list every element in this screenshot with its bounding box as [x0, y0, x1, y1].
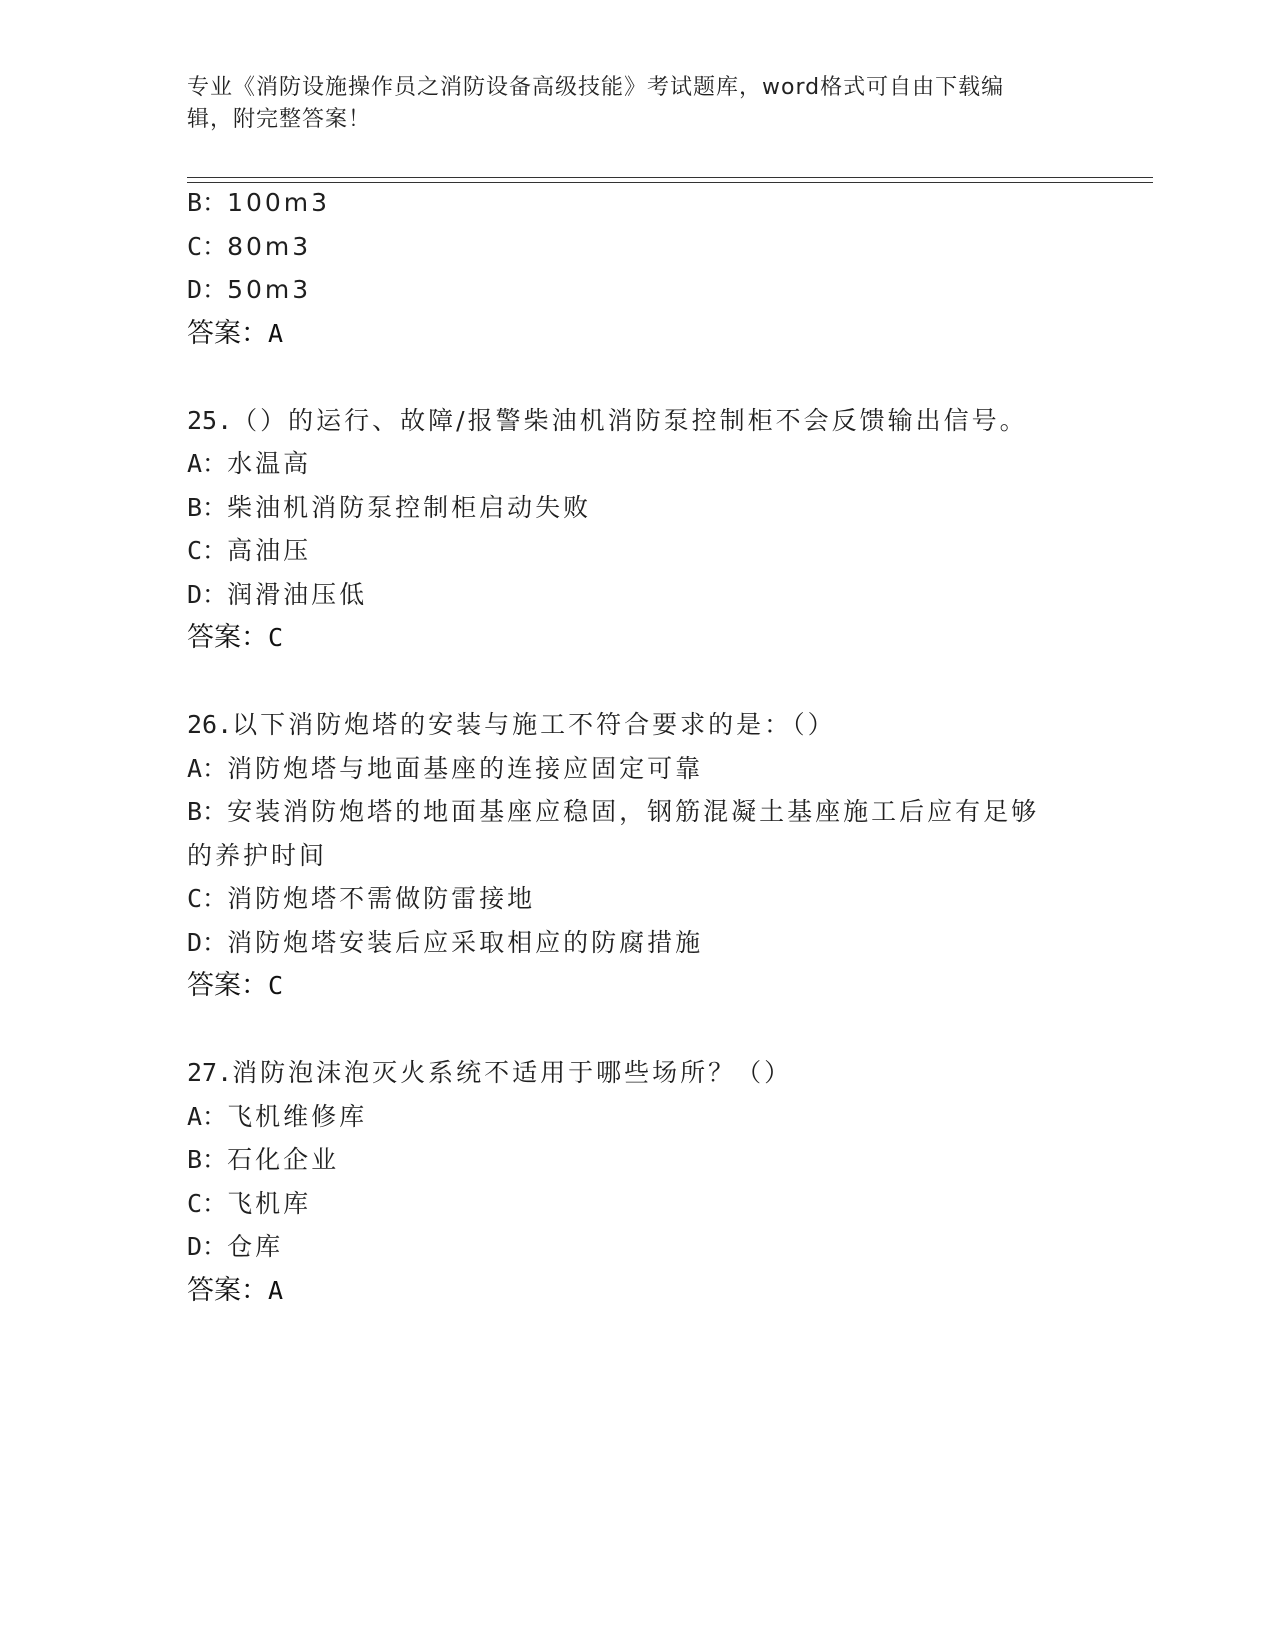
option-b	[187, 186, 330, 220]
answer-value: C	[268, 623, 284, 652]
option-key: C：	[187, 1189, 228, 1218]
option-key: D：	[187, 275, 228, 304]
question-27-stem	[187, 1056, 792, 1090]
option-text: 石化企业	[227, 1145, 340, 1174]
option-a	[187, 1100, 367, 1134]
question-text: 以下消防炮塔的安装与施工不符合要求的是：（）	[232, 710, 836, 739]
option-d	[187, 1230, 283, 1264]
answer-value: C	[268, 971, 284, 1000]
answer-label: 答案：	[187, 970, 268, 1001]
option-a	[187, 752, 703, 786]
option-text: 50m3	[227, 275, 312, 304]
answer-line	[187, 969, 283, 1003]
option-text: 柴油机消防泵控制柜启动失败	[227, 493, 592, 522]
option-b	[187, 1143, 339, 1177]
option-key: A：	[187, 1102, 228, 1131]
option-text: 润滑油压低	[227, 580, 368, 609]
answer-line	[187, 1274, 283, 1308]
answer-label: 答案：	[187, 318, 268, 349]
option-text: 飞机维修库	[227, 1102, 368, 1131]
header-line-2: 辑，附完整答案！	[187, 107, 372, 132]
option-key: B：	[187, 797, 228, 826]
option-text: 80m3	[227, 232, 312, 261]
question-number: 25.	[187, 406, 233, 435]
answer-label: 答案：	[187, 622, 268, 653]
option-c	[187, 230, 311, 264]
header-line-1: 专业《消防设施操作员之消防设备高级技能》考试题库，word格式可自由下载编	[187, 75, 1005, 100]
answer-value: A	[268, 1276, 284, 1305]
answer-line	[187, 621, 283, 655]
option-text: 飞机库	[227, 1189, 312, 1218]
option-b-continuation: 的养护时间	[187, 841, 328, 870]
option-key: A：	[187, 449, 228, 478]
question-text: 消防泡沫泡灭火系统不适用于哪些场所？（）	[232, 1058, 793, 1087]
option-text: 消防炮塔不需做防雷接地	[227, 884, 536, 913]
option-a	[187, 447, 311, 481]
option-key: A：	[187, 754, 228, 783]
option-text: 仓库	[227, 1232, 284, 1261]
option-c	[187, 1187, 311, 1221]
header-divider-bottom	[187, 182, 1153, 183]
header-divider-top	[187, 177, 1153, 178]
question-number: 27.	[187, 1058, 233, 1087]
answer-line	[187, 317, 283, 351]
document-header	[187, 72, 1067, 136]
option-key: D：	[187, 1232, 228, 1261]
option-d	[187, 926, 703, 960]
option-b	[187, 491, 591, 525]
option-text: 高油压	[227, 536, 312, 565]
option-d	[187, 578, 367, 612]
option-key: C：	[187, 884, 228, 913]
option-b	[187, 795, 1039, 829]
option-text: 消防炮塔与地面基座的连接应固定可靠	[227, 754, 704, 783]
option-d	[187, 273, 311, 307]
option-key: C：	[187, 232, 228, 261]
question-number: 26.	[187, 710, 233, 739]
answer-value: A	[268, 319, 284, 348]
option-key: D：	[187, 928, 228, 957]
option-c	[187, 534, 311, 568]
question-25-stem	[187, 404, 1028, 438]
option-text: 安装消防炮塔的地面基座应稳固，钢筋混凝土基座施工后应有足够	[227, 797, 1040, 826]
option-key: B：	[187, 493, 228, 522]
option-key: B：	[187, 1145, 228, 1174]
option-key: C：	[187, 536, 228, 565]
answer-label: 答案：	[187, 1275, 268, 1306]
option-key: D：	[187, 580, 228, 609]
option-text: 消防炮塔安装后应采取相应的防腐措施	[227, 928, 704, 957]
option-c	[187, 882, 535, 916]
question-text: （）的运行、故障/报警柴油机消防泵控制柜不会反馈输出信号。	[232, 406, 1028, 435]
option-text: 100m3	[227, 188, 331, 217]
option-key: B：	[187, 188, 228, 217]
option-text: 水温高	[227, 449, 312, 478]
question-26-stem	[187, 708, 836, 742]
